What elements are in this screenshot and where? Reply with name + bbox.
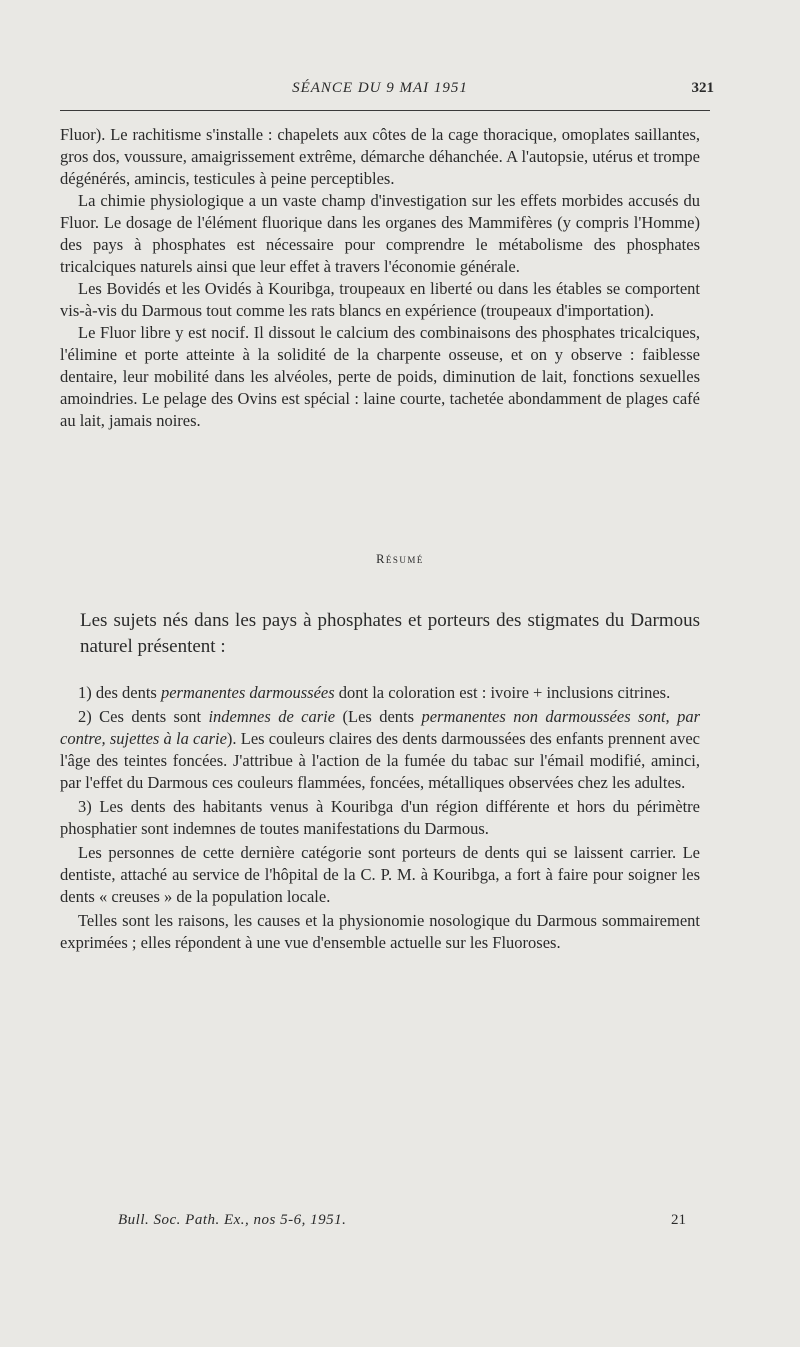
resume-intro: Les sujets nés dans les pays à phosphates et porteurs des stigmates du Darmous naturel présentent :	[80, 610, 700, 657]
paragraph-bovides: Les Bovidés et les Ovidés à Kouribga, troupeaux en liberté ou dans les étables se comportent vis-à-vis du Darmous tout comme les rats blancs en expérience (troupeaux d'importation).	[60, 279, 700, 320]
page-number: 321	[691, 80, 714, 96]
body-text	[60, 124, 700, 432]
section-title-resume: Résumé	[376, 552, 424, 566]
resume-item-2: 2) Ces dents sont indemnes de carie (Les dents permanentes non darmoussées sont, par contre, sujettes à la carie). Les couleurs claires des dents darmoussées des enfants prennent avec l'âge des teintes foncées. J'attribue à l'action de la fumée du tabac sur l'émail modifié, aminci, par l'effet du Darmous ces couleurs flammées, foncées, métalliques observées chez les adultes.	[60, 707, 700, 792]
header-rule	[60, 110, 710, 111]
resume-list	[60, 682, 700, 956]
resume-item-3: 3) Les dents des habitants venus à Kouribga d'un région différente et hors du périmètre phosphatier sont indemnes de toutes manifestations du Darmous.	[60, 797, 700, 838]
page-footer	[118, 1212, 686, 1236]
journal-reference: Bull. Soc. Path. Ex., nos 5-6, 1951.	[118, 1212, 347, 1228]
resume-item-1: 1) des dents permanentes darmoussées dont la coloration est : ivoire + inclusions citrines.	[78, 683, 671, 702]
running-title: SÉANCE DU 9 MAI 1951	[292, 80, 468, 96]
paragraph-continuation: Fluor). Le rachitisme s'installe : chapelets aux côtes de la cage thoracique, omoplates saillantes, gros dos, voussure, amaigrissement extrême, démarche déhanchée. A l'autopsie, utérus et trompe dégénérés, amincis, testicules à peine perceptibles.	[60, 125, 700, 188]
running-head	[60, 80, 714, 104]
paragraph-fluor-libre: Le Fluor libre y est nocif. Il dissout le calcium des combinaisons des phosphates tricalciques, l'élimine et porte atteinte à la solidité de la charpente osseuse, et on y observe : faiblesse dentaire, leur mobilité dans les alvéoles, perte de poids, diminution de lait, fonctions sexuelles amoindries. Le pelage des Ovins est spécial : laine courte, tachetée abondamment de plages café au lait, jamais noires.	[60, 323, 700, 430]
paragraph-chimie: La chimie physiologique a un vaste champ d'investigation sur les effets morbides accusés du Fluor. Le dosage de l'élément fluorique dans les organes des Mammifères (y compris l'Homme) des pays à phosphates est nécessaire pour comprendre le métabolisme des phosphates tricalciques naturels ainsi que leur effet à travers l'économie générale.	[60, 191, 700, 276]
signature-mark: 21	[671, 1212, 686, 1228]
resume-item-4: Les personnes de cette dernière catégorie sont porteurs de dents qui se laissent carrier. Le dentiste, attaché au service de l'hôpital de la C. P. M. à Kouribga, a fort à faire pour soigner les dents « creuses » de la population locale.	[60, 843, 700, 906]
resume-item-5: Telles sont les raisons, les causes et la physionomie nosologique du Darmous sommairement exprimées ; elles répondent à une vue d'ensemble actuelle sur les Fluoroses.	[60, 911, 700, 952]
